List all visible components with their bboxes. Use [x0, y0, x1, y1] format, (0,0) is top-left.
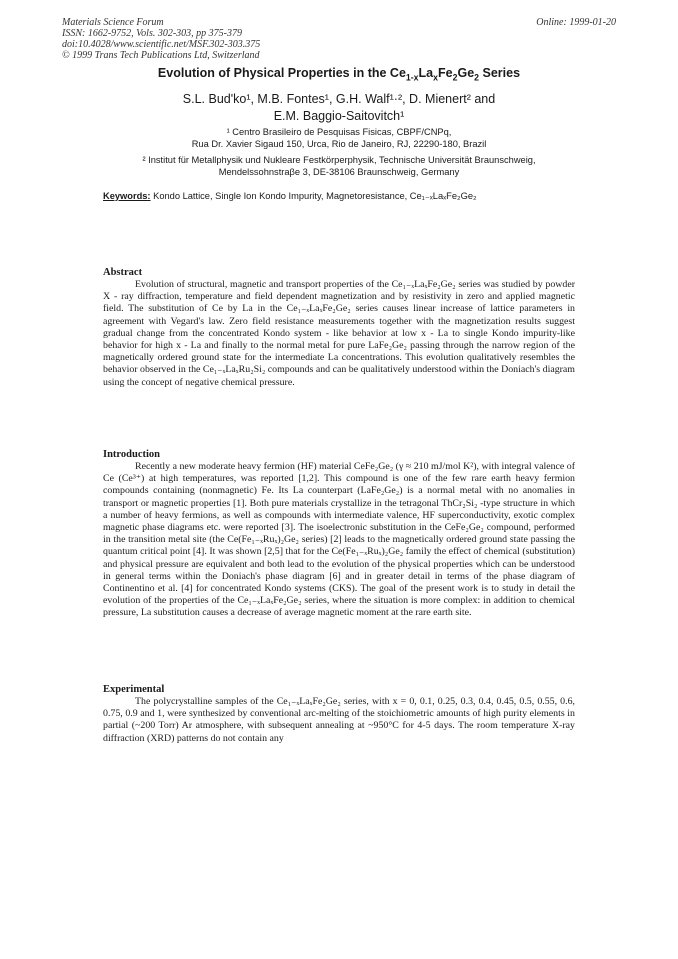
journal-name: Materials Science Forum: [62, 17, 164, 28]
abstract-text: Evolution of structural, magnetic and transport properties of the Ce₁₋ₓLaₓFe₂Ge₂ series was studied by powder X - ray diffraction, temperature and field dependent magnetization and by resistivity in zero and applied magnetic field. The substitution of Ce by La in the Ce₁₋ₓLaₓFe₂Ge₂ series causes linear increase of lattice parameters in agreement with Vegard's law. Zero field resistance measurements together with the magnetization results suggest gradual change from the concentrated Kondo system - like behavior at low x - La to single Kondo impurity-like behavior for high x - La and finally to the normal metal for pure LaFe₂Ge₂ passing through the narrow region of the magnetically ordered ground state for the intermediate La concentrations. This evolution qualitatively resembles the behavior observed in the Ce₁₋ₓLaₓRu₂Si₂ compounds and can be qualitatively understood within the Doniach's diagram using the concept of negative chemical pressure.: [103, 279, 575, 388]
keywords-label: Keywords:: [103, 191, 151, 201]
affiliation-line: ¹ Centro Brasileiro de Pesquisas Fisicas, CBPF/CNPq,: [226, 127, 452, 137]
experimental-heading: Experimental: [103, 684, 165, 695]
doi-link[interactable]: doi:10.4028/www.scientific.net/MSF.302-303.375: [62, 39, 261, 50]
issn-line: ISSN: 1662-9752, Vols. 302-303, pp 375-379: [62, 28, 242, 39]
title-part: Series: [479, 66, 521, 80]
introduction-section: [103, 448, 575, 620]
abstract-heading: Abstract: [103, 267, 143, 278]
title-part: Ge: [457, 66, 475, 80]
abstract-section: [103, 266, 575, 389]
title-part: La: [418, 66, 434, 80]
online-date: Online: 1999-01-20: [536, 17, 616, 28]
experimental-text: The polycrystalline samples of the Ce₁₋ₓLaₓFe₂Ge₂ series, with x = 0, 0.1, 0.25, 0.3, 0.4, 0.45, 0.5, 0.55, 0.6, 0.75, 0.9 and 1, were synthesized by conventional arc-melting of the stoichiometric amounts of high purity elements in partial (~200 Torr) Ar atmosphere, with subsequent annealing at ~950°C for 4-5 days. The room temperature X-ray diffraction (XRD) patterns do not contain any: [103, 696, 575, 744]
title-sub: 2: [452, 72, 458, 83]
paper-title: [0, 66, 678, 83]
author-list: [0, 91, 678, 125]
title-sub: x: [433, 72, 439, 83]
title-part: Evolution of Physical Properties in the Ce: [157, 66, 406, 80]
authors-line: S.L. Bud'ko¹, M.B. Fontes¹, G.H. Walf¹·², D. Mienert² and: [182, 92, 496, 106]
affiliation-line: Mendelssohnstraβe 3, DE-38106 Braunschweig, Germany: [218, 167, 460, 177]
affiliation-2: [0, 154, 678, 178]
affiliation-1: [0, 126, 678, 150]
keywords-text: Kondo Lattice, Single Ion Kondo Impurity, Magnetoresistance, Ce₁₋ₓLaₓFe₂Ge₂: [153, 191, 477, 201]
title-part: Fe: [438, 66, 453, 80]
authors-line: E.M. Baggio-Saitovitch¹: [273, 109, 405, 123]
publication-metadata: [62, 17, 260, 61]
introduction-heading: Introduction: [103, 449, 160, 460]
title-sub: 1-x: [405, 72, 419, 83]
copyright-line: © 1999 Trans Tech Publications Ltd, Switzerland: [62, 50, 260, 61]
experimental-section: [103, 683, 575, 745]
affiliation-line: ² Institut für Metallphysik und Nukleare Festkörperphysik, Technische Universität Braunschweig,: [142, 155, 536, 165]
keywords: [103, 190, 575, 202]
introduction-text: Recently a new moderate heavy fermion (HF) material CeFe₂Ge₂ (γ ≈ 210 mJ/mol K²), with integral valence of Ce (Ce³⁺) at high temperatures, was reported [1,2]. This compound is one of the few rare earth heavy fermion compounds containing (nonmagnetic) Fe. Its La counterpart (LaFe₂Ge₂) is a normal metal with no anomalies in transport or magnetic properties [1]. Both pure materials crystallize in the tetragonal ThCr₂Si₂ -type structure in which a number of heavy fermions, as well as compounds with intermediate valence, HF superconductivity, exotic complex magnetic phase diagrams etc. were reported [3]. The isoelectronic substitution in the CeFe₂Ge₂ compound, performed in the transition metal site (the Ce(Fe₁₋ₓRuₓ)₂Ge₂ series) [2] leads to the magnetically ordered ground state passing the quantum critical point [4]. It was shown [2,5] that for the Ce(Fe₁₋ₓRuₓ)₂Ge₂ family the effect of chemical (substitution) and physical pressure are equivalent and both lead to the evolution of the physical properties which can be understood in general terms within the Doniach's phase diagram [6] and in greater detail in terms of the phase diagram of Continentino et al. [4] for concentrated Kondo systems (CKS). The goal of the present work is to study in detail the evolution of the properties of the Ce₁₋ₓLaₓFe₂Ge₂ series, where the situation is more complex: in addition to chemical pressure, La substitution causes a decrease of average magnetic moment at the rare earth site.: [103, 461, 575, 619]
affiliation-line: Rua Dr. Xavier Sigaud 150, Urca, Rio de Janeiro, RJ, 22290-180, Brazil: [191, 139, 487, 149]
title-sub: 2: [474, 72, 480, 83]
